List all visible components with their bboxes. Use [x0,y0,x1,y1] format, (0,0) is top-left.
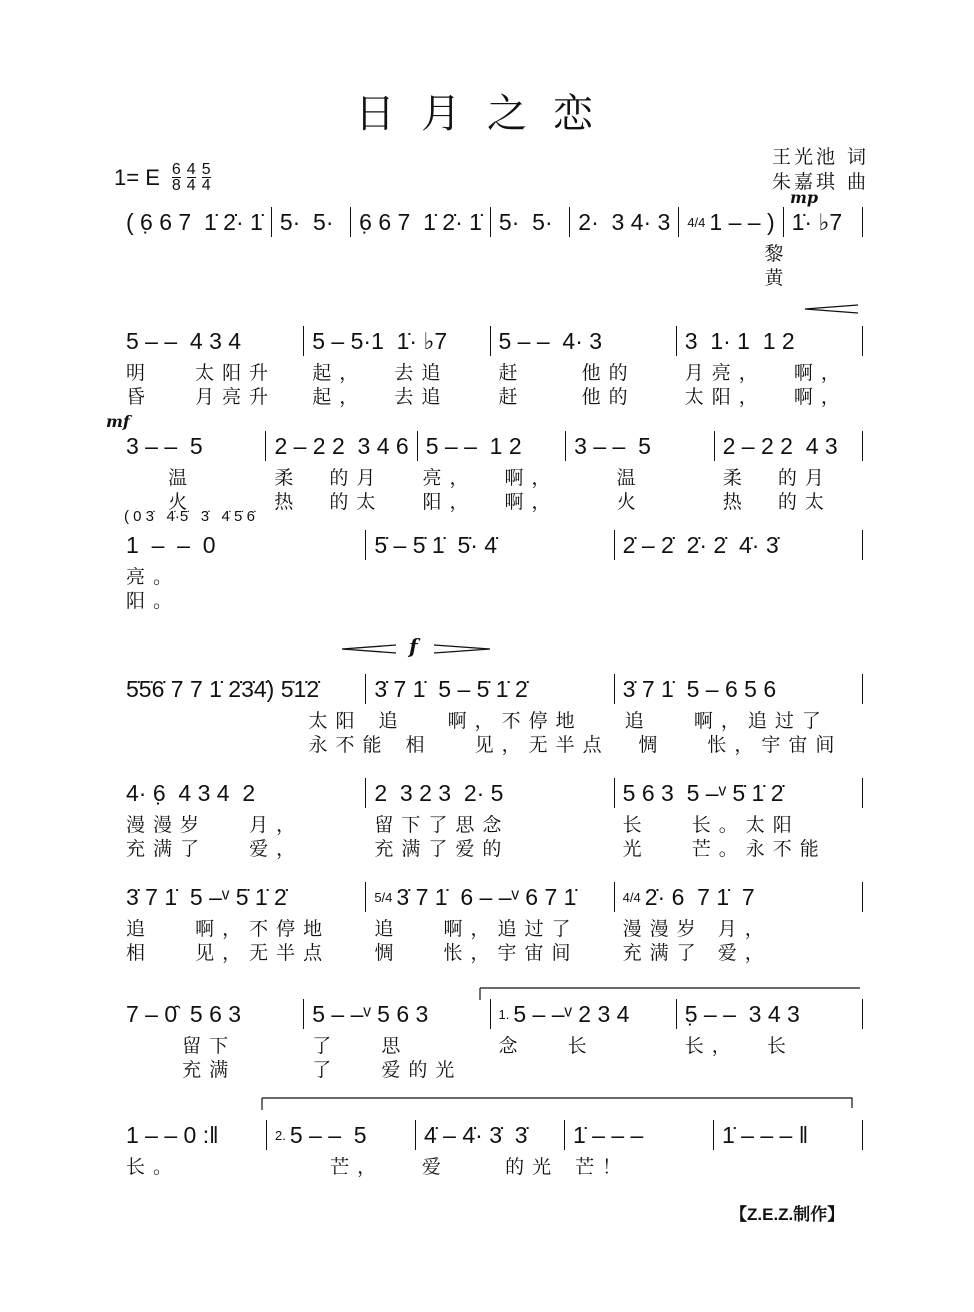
lyric-segment: 充满了爱的 [374,838,510,860]
crescendo-decrescendo-hairpin [342,645,490,653]
measure-notes: 5· 5· [279,208,334,235]
measure-marker: 4/4 [622,889,641,905]
lyric-segment: 光 芒。永不能 [622,838,827,860]
lyric-segment: 亮， 啊， [422,467,559,489]
decrescendo-hairpin [805,305,858,313]
lyric-segment: 追 啊，追过了 [624,710,829,732]
measure-marker: 4/4 [687,214,706,230]
lyric-segment: 漫漫岁 月， [126,814,304,836]
composer-credit: 朱嘉琪 曲 [772,171,870,193]
measure [491,207,570,237]
measure [491,999,677,1029]
lyric-segment: 赶 他的 [498,362,636,384]
lyric-segment: 明 太阳升 [126,362,277,384]
ts-denominator: 4 [186,177,196,194]
measure-notes: 5̇ – 5̇ 1̇ 5̇· 4̇ [374,531,498,558]
key-label: 1= E [114,164,160,190]
measure-notes: 1 – – 0 [126,531,216,558]
lyric-segment: 阳， 啊， [422,491,559,513]
measure-marker: 2. [275,1127,286,1143]
lyric-segment [118,263,224,287]
lyrics-verse-2 [118,586,863,610]
lyric-segment: 芒， [273,1156,385,1178]
measure [714,1120,863,1150]
measure [118,530,366,560]
lyric-segment [615,562,863,586]
maker-credit: 【Z.E.Z.制作】 [730,1205,845,1224]
lyrics-verse-2 [118,730,863,754]
notation-line [118,997,863,1031]
lyric-segment: 温 [574,467,644,489]
measure-notes: 1 – – 0 :‖ [126,1121,219,1148]
lyric-segment [714,1176,863,1200]
measure-notes: 5 – – 4· 3 [498,327,603,354]
lyric-segment: 留下了思念 [374,814,510,836]
lyric-segment: 充满了 爱， [126,838,304,860]
measure-notes: 2̇ – 2̇ 2̇· 2̇ 4̇· 3̇ [622,531,779,558]
measure [118,674,366,704]
lyric-segment: 火 [574,491,644,513]
staff-system [118,324,863,406]
measure [118,778,366,808]
lyric-segment: 追 啊，不停地 [126,918,331,940]
measure [715,431,863,461]
measure-notes: 5· 5· [498,208,553,235]
lyric-segment [715,1152,863,1176]
notation-line [118,324,863,358]
measure-notes: 5̣ – – 3 4 3 [684,1000,800,1027]
staff-system [118,997,863,1079]
measure-notes: ( 6̣ 6 7 1̇ 2̇· 1̇ [126,208,263,235]
measure-notes: 2 – 2 2 4 3 [722,432,838,459]
lyric-segment: 漫漫岁 月， [622,918,772,940]
lyrics-verse-1 [118,810,863,834]
measure-notes: 3 1· 1 1 2 [684,327,795,354]
measure-notes: 1̇ – – – [573,1121,644,1148]
lyric-segment [331,263,437,287]
measure [118,1120,267,1150]
measure [304,999,490,1029]
lyric-segment: 充满 [126,1059,237,1081]
lyric-segment [118,239,224,263]
measure [566,431,714,461]
lyric-segment: 爱 的光 [421,1156,560,1178]
measure [418,431,566,461]
lyrics-verse-2 [118,834,863,858]
lyric-segment: 了 爱的光 [312,1059,463,1081]
lyric-segment: 相 见，无半点 [126,942,331,964]
measure-notes: 2̇· 6 7 1̇ 7 [644,883,755,910]
lyrics-verse-1 [118,358,863,382]
measure-notes: 6̣ 6 7 1̇ 2̇· 1̇ [359,208,482,235]
measure [491,326,677,356]
notation-line [118,880,863,914]
lyric-segment: 阳。 [126,590,181,612]
measure [118,882,366,912]
lyric-segment: 起， 去追 [312,362,449,384]
ts-numerator: 5 [201,161,211,178]
staff-system [118,508,863,610]
lyric-segment: 黄 [764,267,792,289]
lyric-segment: 昏 月亮升 [126,386,277,408]
measure [351,207,491,237]
staff-system [118,880,863,962]
measure [267,1120,416,1150]
measure [118,326,304,356]
measure-notes: 3̇ 7 1̇ 5 – 6 5 6 [622,675,777,702]
ts-numerator: 4 [186,161,196,178]
lyrics-verse-1 [118,914,863,938]
measure [118,207,272,237]
lyric-segment: 太阳， 啊， [684,386,848,408]
measure-notes: 1̇· ♭7 [791,208,843,235]
measure-notes: 5 – – 1 2 [425,432,522,459]
lyric-segment [437,239,543,263]
lyric-segment [331,239,437,263]
notation-line [118,429,863,463]
lyric-segment [416,1176,565,1200]
lyric-segment: 芒！ [575,1156,630,1178]
measure-notes: 4̇ – 4̇· 3̇ 3̇ [424,1121,528,1148]
measure [679,207,783,237]
lyric-segment: 追 啊，追过了 [374,918,579,940]
measure-notes: 7 – 0̑ 5 6 3 [126,1000,242,1027]
notation-line [118,776,863,810]
measure-notes: 1 – – ) [709,208,775,235]
lyric-segment: 太阳 [126,710,363,732]
lyric-segment: 亮。 [126,566,181,588]
ts-denominator: 4 [201,177,211,194]
lyric-segment [224,239,330,263]
lyric-segment: 留下 [126,1035,237,1057]
dynamic-mp: mp [790,188,819,207]
staff-system [118,776,863,858]
staff-system [118,429,863,511]
lyric-segment: 惆 怅，宇宙间 [374,942,579,964]
lyric-segment: 起， 去追 [312,386,449,408]
lyric-segment: 相 见，无半点 [405,734,610,756]
lyric-segment [565,1176,714,1200]
measure [366,674,614,704]
measure [366,778,614,808]
measure [366,530,614,560]
notation-line [118,1118,863,1152]
lyric-segment: 念 长 [498,1035,595,1057]
measure [677,999,863,1029]
lyric-segment [366,586,614,610]
staff-system [118,672,863,754]
staff-system [118,1118,863,1200]
measure [118,431,266,461]
lyric-segment: 长 长。太阳 [622,814,800,836]
notation-line [118,672,863,706]
lyrics-verse-1 [118,1152,863,1176]
lyric-segment: 充满了 爱， [622,942,772,964]
lyric-segment: 赶 他的 [498,386,636,408]
measure-notes: 2· 3 4· 3 [578,208,671,235]
measure-notes: 2 3 2 3 2· 5 [374,779,504,806]
lyric-segment [267,1176,416,1200]
lyrics-verse-2 [118,1055,863,1079]
measure-notes: 5 – 5·1 1̇· ♭7 [312,327,448,354]
measure-notes: 5 – – 4 3 4 [126,327,242,354]
lyrics-verse-2 [118,938,863,962]
measure-notes: 3̇ 7 1̇ 5 –ᵛ 5̇ 1̇ 2̇ [126,883,287,910]
lyricist-credit: 王光池 词 [772,146,870,168]
measure [615,530,863,560]
lyric-segment: 柔 的月 [274,467,384,489]
lyric-segment: 惆 怅，宇宙间 [638,734,843,756]
measure-marker: 5/4 [374,889,393,905]
measure-notes: 5 – –ᵛ 5 6 3 [312,1000,429,1027]
measure [366,882,614,912]
lyric-segment: 黎 [764,243,792,265]
lyrics-verse-1 [118,562,863,586]
measure-notes: 5 6 3 5 –ᵛ 5̇ 1̇ 2̇ [622,779,784,806]
lyric-segment [437,263,543,287]
lyric-segment [677,1055,863,1079]
lyric-segment: 永不能 [126,734,390,756]
measure [677,326,863,356]
measure-notes: 3̇ 7 1̇ 5 – 5̇ 1̇ 2̇ [374,675,528,702]
lyric-segment: 月亮， 啊， [684,362,848,384]
lyric-segment [366,562,614,586]
lyric-segment: 温 [126,467,196,489]
lyrics-verse-2 [118,1176,863,1200]
ts-numerator: 6 [171,161,181,178]
lyric-segment [650,239,756,263]
measure [266,431,417,461]
measure-notes: 5̇5̇6̇ 7 7 1̇ 2̇3̇4̇) 5̇1̇2̇ [126,675,320,702]
lyrics-verse-1 [118,1031,863,1055]
lyric-segment [650,263,756,287]
lyric-segment: 柔 的月 [722,467,832,489]
lyric-segment: 长， 长 [684,1035,794,1057]
measure [416,1120,565,1150]
lyrics-verse-1 [118,463,863,487]
measure-notes: 3̇ 7 1̇ 6 – –ᵛ 6 7 1̇ [396,883,577,910]
measure-notes: 1̇ – – – ‖ [722,1121,809,1148]
measure-notes: 3 – – 5 [126,432,203,459]
lyric-segment [118,1176,267,1200]
lyrics-verse-2 [118,382,863,406]
measure [565,1120,714,1150]
lyrics-verse-2 [118,263,863,287]
song-title: 日月之恋 [355,91,619,137]
lyric-segment [224,263,330,287]
lyric-segment [544,263,650,287]
lyric-segment: 了 思 [312,1035,409,1057]
lyric-segment: 热 的太 [274,491,384,513]
measure-notes: 4· 6̣ 4 3 4 2 [126,779,256,806]
lyric-segment: 火 [126,491,196,513]
measure [118,999,304,1029]
lyric-segment: 追 啊，不停地 [378,710,583,732]
measure-notes: 3 – – 5 [574,432,651,459]
lyric-segment [491,1055,677,1079]
lyric-segment: 热 的太 [722,491,832,513]
measure [570,207,679,237]
notation-line [118,205,863,239]
measure-notes: 2 – 2 2 3 4 6 [274,432,409,459]
measure [615,882,863,912]
measure [615,778,863,808]
measure [272,207,351,237]
measure-notes: 5 – – 5 [289,1121,367,1148]
dynamic-mf: mf [106,412,130,431]
measure-marker: 1. [498,1006,510,1022]
dynamic-f: f [409,634,418,658]
lyrics-verse-1 [118,706,863,730]
upper-voice: ( 0 3̇ 4̇·5̇ 3̇ 4̇ 5̇ 6̇ [124,508,255,525]
measure [784,207,863,237]
lyric-segment [544,239,650,263]
lyric-segment: 长。 [126,1156,181,1178]
lyric-segment [615,586,863,610]
staff-system [118,205,863,287]
measure-notes: 5 – –ᵛ 2 3 4 [513,1000,630,1027]
ts-denominator: 8 [171,177,181,194]
measure [615,674,863,704]
measure [304,326,490,356]
notation-line [118,528,863,562]
lyrics-verse-1 [118,239,863,263]
